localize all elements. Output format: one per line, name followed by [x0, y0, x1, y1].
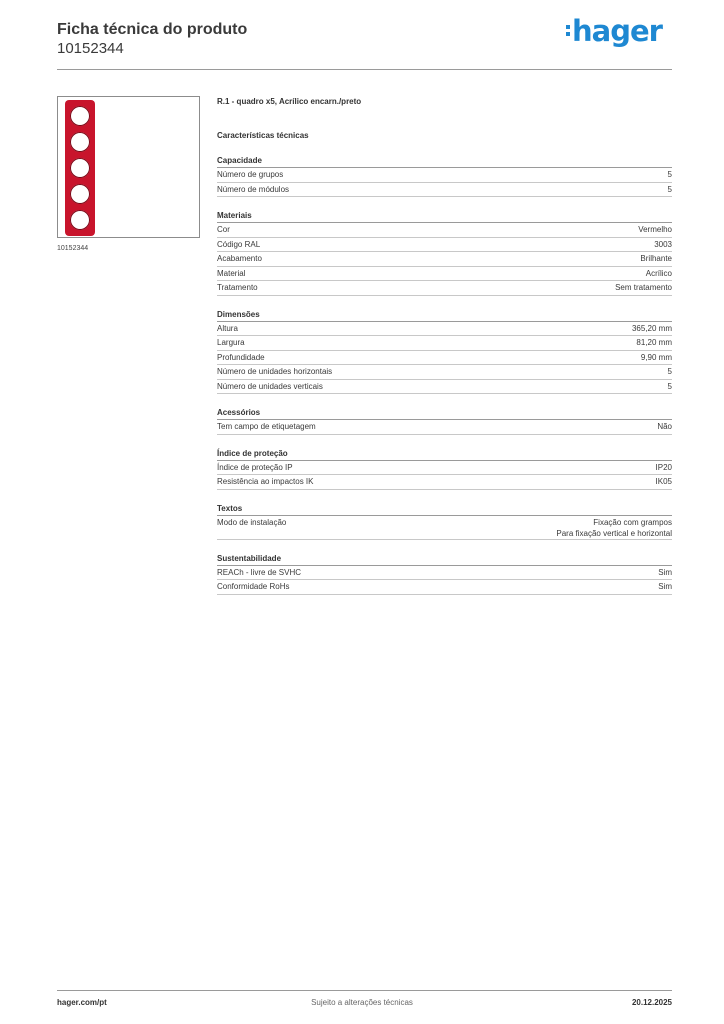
footer-notice: Sujeito a alterações técnicas — [311, 998, 413, 1007]
spec-label: Material — [217, 268, 246, 278]
spec-value: Vermelho — [638, 225, 672, 234]
spec-label: Número de grupos — [217, 170, 284, 179]
spec-label: Largura — [217, 338, 245, 347]
spec-value: 5 — [667, 184, 672, 194]
spec-value: 81,20 mm — [636, 338, 672, 347]
spec-content — [217, 96, 672, 595]
footer-divider — [57, 990, 672, 991]
spec-label: Cor — [217, 225, 230, 234]
product-name: R.1 - quadro x5, Acrílico encarn./preto — [217, 97, 362, 106]
spec-label: Código RAL — [217, 239, 261, 249]
spec-label: Acabamento — [217, 254, 262, 263]
spec-value: Sim — [658, 582, 672, 591]
spec-section — [217, 155, 672, 197]
spec-row — [217, 238, 672, 253]
spec-label: REACh - livre de SVHC — [217, 567, 302, 577]
product-image — [57, 96, 200, 238]
section-title: Capacidade — [217, 155, 672, 168]
hager-logo — [566, 14, 662, 48]
spec-sections — [217, 155, 672, 595]
section-title: Textos — [217, 503, 672, 516]
spec-row — [217, 461, 672, 476]
spec-value: 5 — [667, 381, 672, 391]
spec-value: Sim — [658, 567, 672, 577]
spec-row — [217, 420, 672, 435]
section-title: Materiais — [217, 210, 672, 223]
spec-row — [217, 336, 672, 351]
spec-value: Brilhante — [640, 254, 672, 263]
spec-label: Resistência ao impactos IK — [217, 477, 314, 486]
spec-label: Profundidade — [217, 352, 265, 362]
spec-value: 3003 — [654, 239, 672, 249]
spec-value: 365,20 mm — [631, 323, 672, 333]
spec-label: Número de unidades verticais — [217, 381, 323, 391]
spec-row — [217, 281, 672, 296]
spec-value: 9,90 mm — [640, 352, 672, 362]
frame-opening-2 — [70, 132, 90, 152]
spec-row — [217, 168, 672, 183]
section-title: Acessórios — [217, 407, 672, 420]
spec-value: IP20 — [655, 462, 672, 472]
spec-value: 5 — [667, 367, 672, 376]
logo-text: hager — [572, 14, 662, 48]
frame-opening-3 — [70, 158, 90, 178]
spec-row — [217, 380, 672, 395]
spec-label: Índice de proteção IP — [217, 462, 293, 472]
spec-row — [217, 322, 672, 337]
section-title: Índice de proteção — [217, 448, 672, 461]
spec-row — [217, 351, 672, 366]
spec-value: IK05 — [655, 477, 672, 486]
frame-opening-1 — [70, 106, 90, 126]
spec-row — [217, 223, 672, 238]
spec-value: Sem tratamento — [615, 283, 672, 292]
section-title: Sustentabilidade — [217, 553, 672, 566]
spec-row — [217, 566, 672, 581]
spec-label: Altura — [217, 323, 238, 333]
spec-label: Número de unidades horizontais — [217, 367, 333, 376]
spec-row — [217, 252, 672, 267]
spec-row — [217, 516, 672, 540]
spec-value: Não — [657, 422, 672, 431]
spec-row — [217, 365, 672, 380]
spec-section — [217, 553, 672, 595]
spec-heading: Características técnicas — [217, 131, 309, 140]
switch-frame-image — [65, 100, 95, 236]
image-caption: 10152344 — [57, 245, 89, 252]
frame-opening-4 — [70, 184, 90, 204]
page-title: Ficha técnica do produto — [57, 21, 248, 38]
spec-row — [217, 183, 672, 198]
spec-section — [217, 448, 672, 490]
spec-label: Tratamento — [217, 283, 258, 292]
spec-section — [217, 503, 672, 540]
spec-label: Número de módulos — [217, 184, 290, 194]
spec-label: Tem campo de etiquetagem — [217, 422, 316, 431]
spec-row — [217, 475, 672, 490]
spec-label: Modo de instalação — [217, 517, 287, 527]
spec-row — [217, 267, 672, 282]
section-title: Dimensões — [217, 309, 672, 322]
frame-opening-5 — [70, 210, 90, 230]
spec-value: Acrílico — [645, 268, 672, 278]
header-divider — [57, 69, 672, 70]
spec-label: Conformidade RoHs — [217, 582, 290, 591]
spec-row — [217, 580, 672, 595]
footer-website: hager.com/pt — [57, 998, 107, 1007]
product-number: 10152344 — [57, 40, 124, 57]
spec-value: Fixação com grampos Para fixação vertical e horizontal — [556, 517, 672, 538]
spec-section — [217, 309, 672, 395]
spec-section — [217, 210, 672, 296]
spec-section — [217, 407, 672, 435]
spec-value: 5 — [667, 170, 672, 179]
footer-date: 20.12.2025 — [631, 998, 672, 1007]
logo-dots-icon — [566, 22, 570, 39]
